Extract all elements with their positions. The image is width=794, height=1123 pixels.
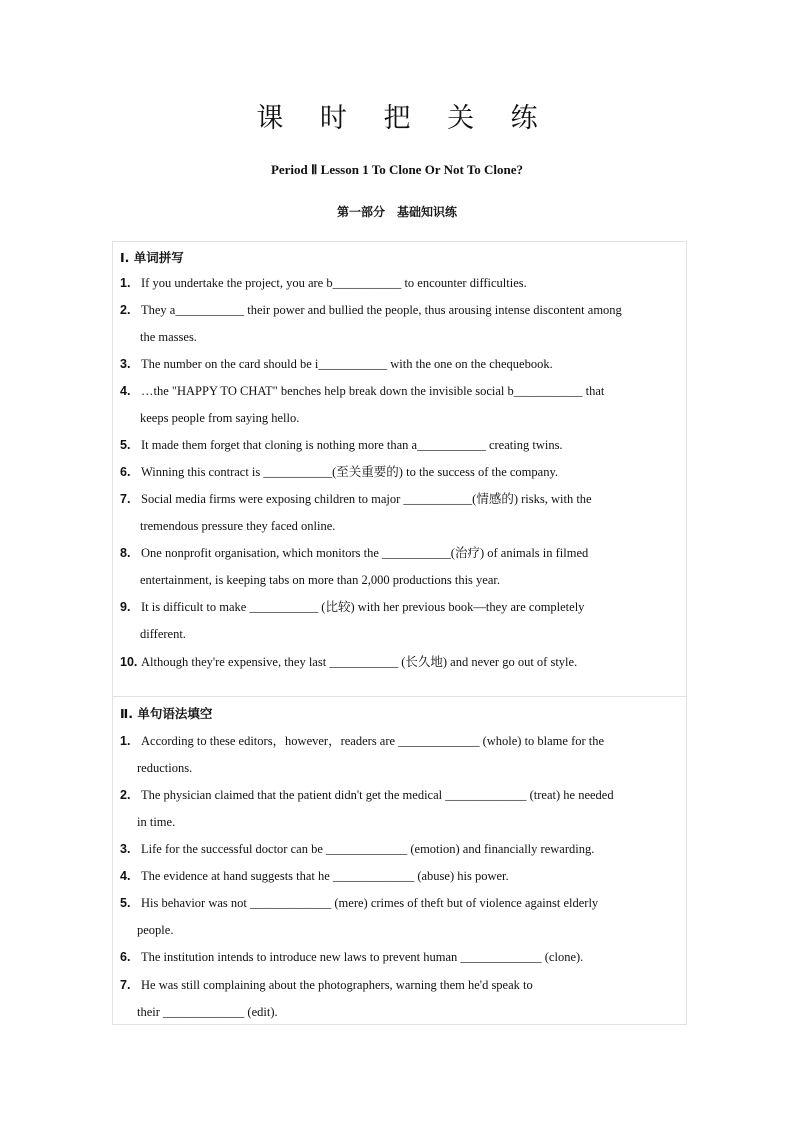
item-text: The evidence at hand suggests that he _____________ (abuse) his power. (141, 869, 509, 883)
list-item (120, 594, 680, 621)
part-heading: 第一部分 基础知识练 (336, 205, 457, 219)
item-text: Life for the successful doctor can be _____________ (emotion) and financially rewarding. (141, 842, 595, 856)
section2-heading: Ⅱ. 单句语法填空 (120, 706, 213, 721)
item-number: 8. (120, 546, 131, 560)
item-text: His behavior was not _____________ (mere) crimes of theft but of violence against elderly (141, 896, 599, 910)
item-number: 2. (120, 788, 131, 802)
item-number: 10. (120, 655, 138, 669)
item-text: …the "HAPPY TO CHAT" benches help break down the invisible social b___________ that (141, 384, 605, 398)
list-item (120, 459, 680, 486)
item-number: 4. (120, 869, 131, 883)
item-number: 5. (120, 438, 131, 452)
item-text: The physician claimed that the patient didn't get the medical _____________ (treat) he needed (141, 788, 614, 802)
item-text: If you undertake the project, you are b___________ to encounter difficulties. (141, 276, 527, 290)
list-item (120, 486, 680, 513)
item-number: 6. (120, 465, 131, 479)
item-number: 7. (120, 978, 131, 992)
item-number: 9. (120, 600, 131, 614)
item-number: 1. (120, 734, 131, 748)
list-item (120, 270, 680, 297)
item-number: 4. (120, 384, 131, 398)
list-item (120, 649, 680, 676)
item-number: 1. (120, 276, 131, 290)
item-continuation: their _____________ (edit). (137, 1005, 278, 1019)
item-text: According to these editors，however，readers are _____________ (whole) to blame for the (141, 734, 605, 748)
item-number: 6. (120, 950, 131, 964)
item-text: One nonprofit organisation, which monitors the ___________(治疗) of animals in filmed (141, 546, 589, 560)
list-item (120, 944, 680, 971)
list-item (120, 297, 680, 324)
item-text: Although they're expensive, they last ___________ (长久地) and never go out of style. (141, 655, 578, 669)
list-item (120, 972, 680, 999)
item-continuation: entertainment, is keeping tabs on more than 2,000 productions this year. (140, 573, 500, 587)
list-item (120, 836, 680, 863)
lesson-subtitle: Period Ⅱ Lesson 1 To Clone Or Not To Clone? (270, 162, 524, 177)
list-item (120, 432, 680, 459)
page-title: 课 时 把 关 练 (256, 103, 552, 134)
list-item (120, 782, 680, 809)
item-text: They a___________ their power and bullied the people, thus arousing intense discontent among (141, 303, 622, 317)
item-text: The number on the card should be i___________ with the one on the chequebook. (141, 357, 553, 371)
item-continuation: in time. (137, 815, 176, 829)
list-item (120, 728, 680, 755)
item-continuation: keeps people from saying hello. (140, 411, 300, 425)
item-text: The institution intends to introduce new laws to prevent human _____________ (clone). (141, 950, 584, 964)
list-item (120, 351, 680, 378)
item-continuation: the masses. (140, 330, 197, 344)
list-item (120, 890, 680, 917)
item-continuation: different. (140, 627, 186, 641)
item-text: Winning this contract is ___________(至关重要的) to the success of the company. (141, 465, 559, 479)
list-item (120, 540, 680, 567)
item-number: 5. (120, 896, 131, 910)
item-number: 7. (120, 492, 131, 506)
list-item (120, 863, 680, 890)
item-number: 2. (120, 303, 131, 317)
item-continuation: reductions. (137, 761, 193, 775)
item-continuation: tremendous pressure they faced online. (140, 519, 336, 533)
item-number: 3. (120, 357, 131, 371)
item-number: 3. (120, 842, 131, 856)
item-text: It made them forget that cloning is nothing more than a___________ creating twins. (141, 438, 563, 452)
item-text: He was still complaining about the photographers, warning them he'd speak to (141, 978, 533, 992)
list-item (120, 378, 680, 405)
item-text: Social media firms were exposing children to major ___________(情感的) risks, with the (141, 492, 592, 506)
item-continuation: people. (137, 923, 174, 937)
item-text: It is difficult to make ___________ (比较) with her previous book—they are completely (141, 600, 585, 614)
section1-heading: Ⅰ. 单词拼写 (120, 250, 184, 265)
